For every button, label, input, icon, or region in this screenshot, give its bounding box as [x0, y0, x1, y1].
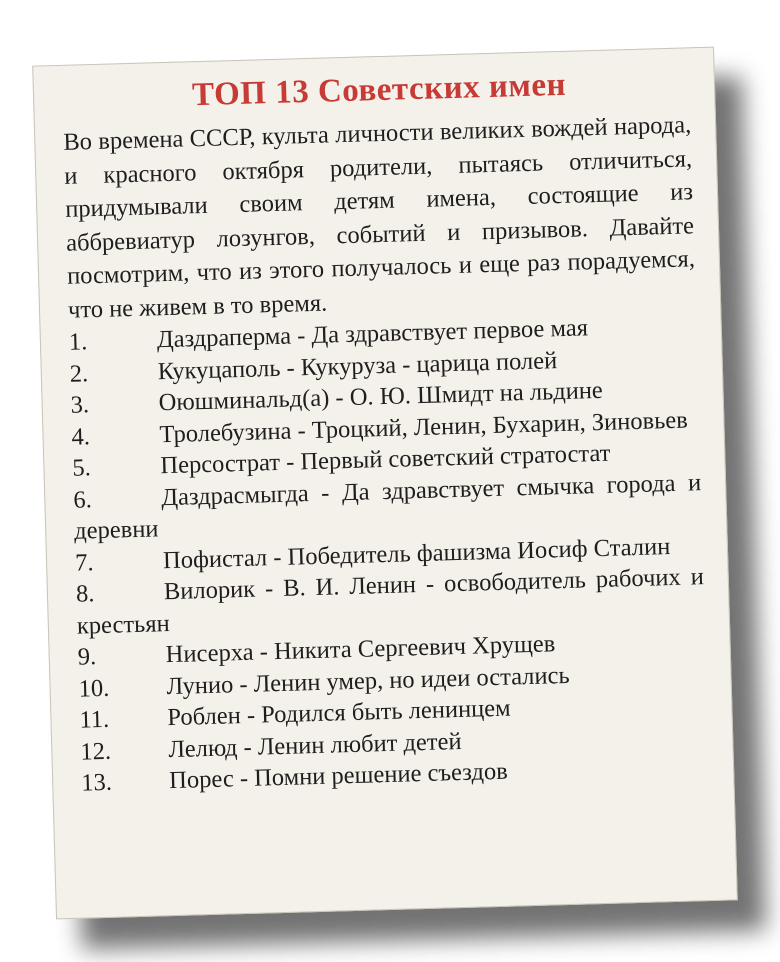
item-number: 13. [80, 768, 113, 797]
item-text: Тролебузина - Троцкий, Ленин, Бухарин, Зиновьев [159, 406, 689, 448]
item-number: 7. [74, 548, 94, 577]
item-text: Лунио - Ленин умер, но идеи остались [166, 661, 570, 700]
item-text: Лелюд - Ленин любит детей [167, 727, 462, 763]
item-number: 10. [78, 674, 110, 703]
item-text: Пофистал - Победитель фашизма Иосиф Сталин [162, 532, 671, 574]
item-text: Вилорик - В. И. Ленин - освободитель рабочих и крестьян [76, 563, 705, 640]
item-number: 4. [71, 422, 91, 451]
intro-paragraph: Во времена СССР, культа личности великих вождей народа, и красного октября родители, пытаясь отличиться, придумывали своим детям имена, состоящие из аббревиатур лозунгов, событий и призывов. Давайте посмотрим, что из этого получалось и еще раз порадуемся, что не живем в то время. [62, 111, 696, 324]
document-title: ТОП 13 Советских имен [191, 66, 567, 114]
item-number: 11. [79, 705, 110, 734]
item-number: 1. [68, 328, 88, 356]
item-text: Роблен - Родился быть ленинцем [167, 694, 511, 732]
item-text: Нисерха - Никита Сергеевич Хрущев [165, 630, 556, 669]
item-number: 2. [69, 359, 89, 388]
item-text: Оюшминальд(а) - О. Ю. Шмидт на льдине [158, 376, 604, 417]
item-text: Персострат - Первый советский стратостат [160, 439, 611, 480]
paper-sheet [32, 47, 738, 920]
item-text: Даздраперма - Да здравствует первое мая [156, 314, 589, 354]
item-text: Кукуцаполь - Кукуруза - царица полей [157, 346, 558, 385]
item-text: Даздрасмыгда - Да здравствует смычка города и деревни [73, 468, 702, 545]
item-number: 9. [77, 643, 97, 671]
item-number: 5. [72, 454, 92, 482]
item-number: 12. [80, 737, 112, 766]
names-list [69, 309, 716, 799]
item-number: 8. [75, 580, 95, 608]
item-number: 6. [72, 485, 93, 514]
item-text: Порес - Помни решение съездов [168, 757, 509, 795]
item-number: 3. [70, 391, 90, 419]
